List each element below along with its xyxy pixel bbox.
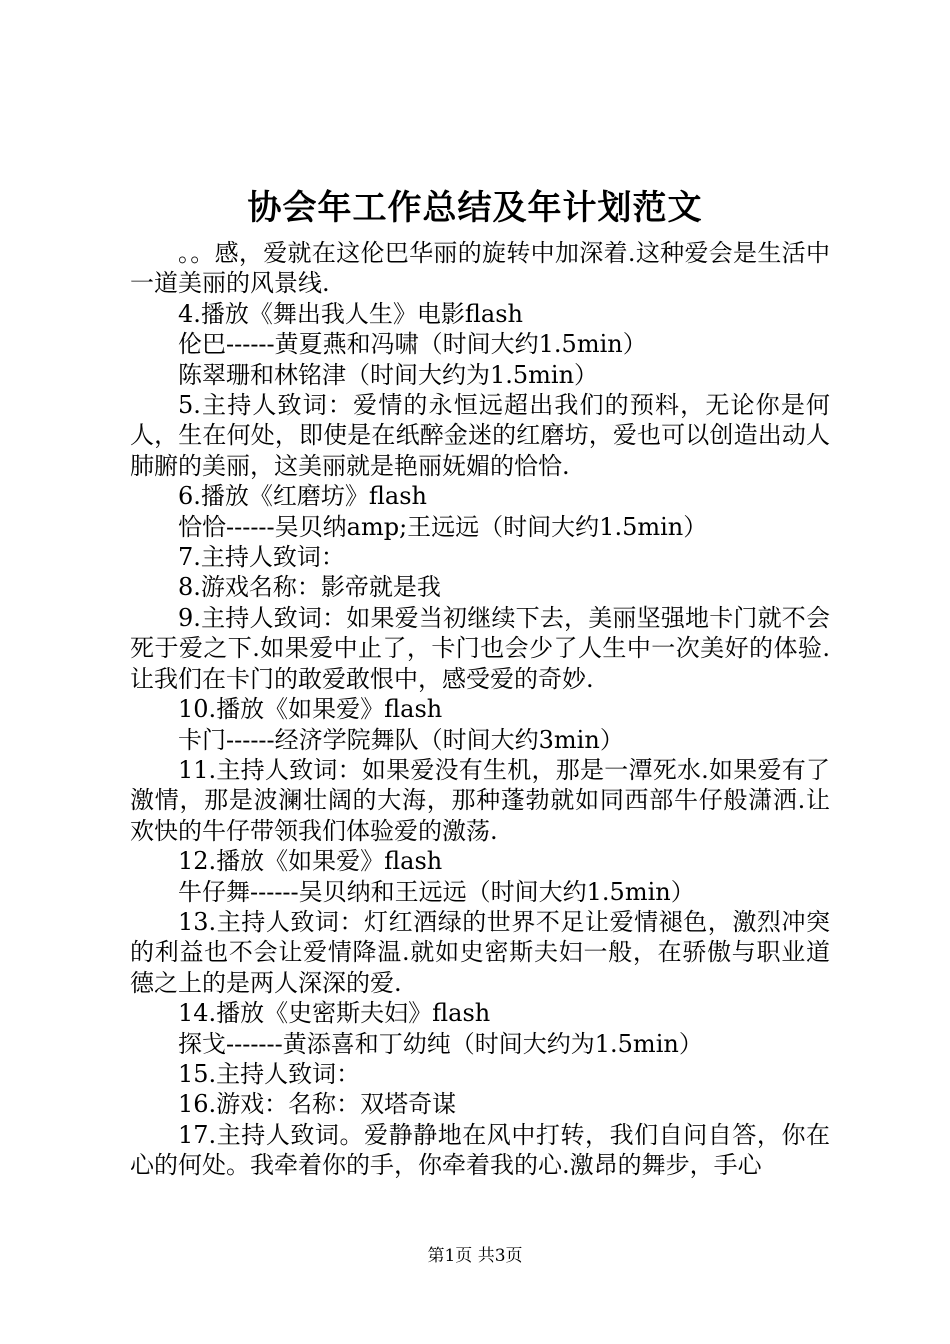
paragraph: 。。感，爱就在这伦巴华丽的旋转中加深着.这种爱会是生活中一道美丽的风景线. bbox=[130, 239, 830, 298]
paragraph: 9.主持人致词：如果爱当初继续下去，美丽坚强地卡门就不会死于爱之下.如果爱中止了，卡门也会少了人生中一次美好的体验.让我们在卡门的敢爱敢恨中，感受爱的奇妙. bbox=[130, 603, 830, 693]
paragraph: 15.主持人致词： bbox=[178, 1059, 361, 1088]
paragraph: 探戈-------黄添喜和丁幼纯（时间大约为1.5min） bbox=[178, 1029, 703, 1058]
paragraph: 10.播放《如果爱》flash bbox=[178, 695, 443, 724]
paragraph: 14.播放《史密斯夫妇》flash bbox=[178, 999, 491, 1028]
paragraph: 17.主持人致词。爱静静地在风中打转，我们自问自答，你在心的何处。我牵着你的手，你牵着我的心.激昂的舞步，手心 bbox=[130, 1120, 830, 1180]
document-body bbox=[130, 238, 830, 1181]
paragraph: 恰恰------吴贝纳amp;王远远（时间大约1.5min） bbox=[178, 512, 708, 541]
paragraph: 陈翠珊和林铭津（时间大约为1.5min） bbox=[178, 360, 599, 389]
paragraph: 6.播放《红磨坊》flash bbox=[178, 482, 427, 511]
paragraph: 卡门------经济学院舞队（时间大约3min） bbox=[178, 725, 624, 754]
paragraph: 5.主持人致词：爱情的永恒远超出我们的预料，无论你是何人，生在何处，即使是在纸醉金迷的红磨坊，爱也可以创造出动人肺腑的美丽，这美丽就是艳丽妩媚的恰恰. bbox=[130, 391, 830, 480]
page-number-footer: 第1页 共3页 bbox=[427, 1246, 523, 1266]
paragraph: 伦巴------黄夏燕和冯啸（时间大约1.5min） bbox=[178, 330, 647, 359]
paragraph: 7.主持人致词： bbox=[178, 543, 345, 572]
paragraph: 13.主持人致词：灯红酒绿的世界不足让爱情褪色，激烈冲突的利益也不会让爱情降温.就如史密斯夫妇一般，在骄傲与职业道德之上的是两人深深的爱. bbox=[130, 907, 830, 997]
paragraph: 4.播放《舞出我人生》电影flash bbox=[178, 299, 523, 328]
paragraph: 牛仔舞------吴贝纳和王远远（时间大约1.5min） bbox=[178, 877, 695, 906]
paragraph: 12.播放《如果爱》flash bbox=[178, 847, 443, 876]
paragraph: 8.游戏名称：影帝就是我 bbox=[178, 573, 441, 602]
paragraph: 16.游戏：名称：双塔奇谋 bbox=[178, 1090, 457, 1119]
document-title: 协会年工作总结及年计划范文 bbox=[247, 188, 703, 228]
paragraph: 11.主持人致词：如果爱没有生机，那是一潭死水.如果爱有了激情，那是波澜壮阔的大海，那种蓬勃就如同西部牛仔般潇洒.让欢快的牛仔带领我们体验爱的激荡. bbox=[130, 755, 830, 845]
